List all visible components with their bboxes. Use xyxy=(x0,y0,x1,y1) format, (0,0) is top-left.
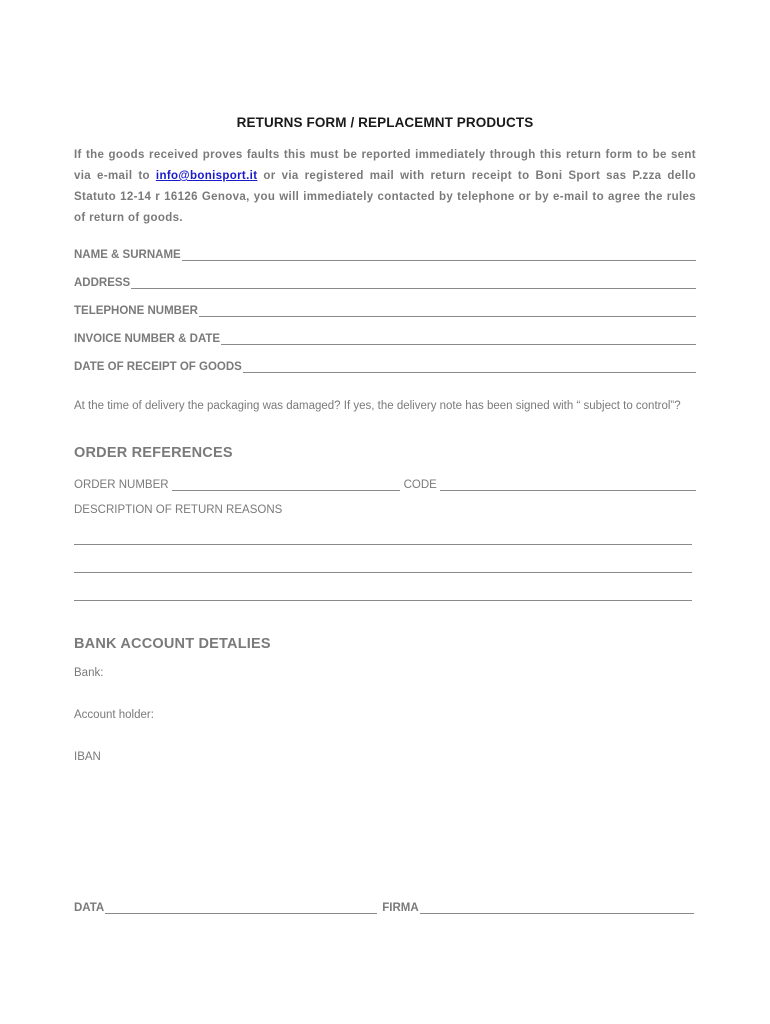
description-label: DESCRIPTION OF RETURN REASONS xyxy=(74,504,283,516)
description-line-3[interactable] xyxy=(74,600,692,601)
order-number-row xyxy=(74,475,696,491)
date-label: DATA xyxy=(74,902,105,914)
receipt-date-label: DATE OF RECEIPT OF GOODS xyxy=(74,361,242,373)
address-line[interactable] xyxy=(131,277,696,289)
telephone-label: TELEPHONE NUMBER xyxy=(74,305,198,317)
code-label: CODE xyxy=(403,479,437,491)
telephone-line[interactable] xyxy=(199,305,696,317)
packaging-note: At the time of delivery the packaging was damaged? If yes, the delivery note has been signed with “ subject to control”? xyxy=(74,400,681,412)
telephone-field[interactable] xyxy=(74,301,696,317)
code-line[interactable] xyxy=(440,479,696,491)
intro-text-before-link: If the goods received proves faults this must be reported immediately through this return form to be sent via e-mail to xyxy=(74,149,696,182)
document-title: RETURNS FORM / REPLACEMNT PRODUCTS xyxy=(236,115,534,130)
name-surname-line[interactable] xyxy=(182,249,696,261)
receipt-date-field[interactable] xyxy=(74,357,696,373)
email-link[interactable]: info@bonisport.it xyxy=(155,170,258,182)
bank-label: Bank: xyxy=(74,667,104,679)
description-line-2[interactable] xyxy=(74,572,692,573)
description-line-1[interactable] xyxy=(74,544,692,545)
invoice-field[interactable] xyxy=(74,329,696,345)
intro-paragraph xyxy=(74,145,696,229)
receipt-date-line[interactable] xyxy=(243,361,696,373)
invoice-line[interactable] xyxy=(221,333,696,345)
bank-details-heading: BANK ACCOUNT DETALIES xyxy=(74,636,271,652)
order-number-label: ORDER NUMBER xyxy=(74,479,169,491)
address-label: ADDRESS xyxy=(74,277,131,289)
intro-text-after-link: or via registered mail with return receipt to Boni Sport sas P.zza dello Statuto 12-14 r 16126 Genova, you will immediately contacted by telephone or by e-mail to agree the rules of return of goods. xyxy=(74,170,697,224)
name-surname-field[interactable] xyxy=(74,245,696,261)
order-references-heading: ORDER REFERENCES xyxy=(74,445,233,461)
returns-form-page xyxy=(74,0,696,1024)
signature-row xyxy=(74,898,694,914)
address-field[interactable] xyxy=(74,273,696,289)
iban-label: IBAN xyxy=(74,751,101,763)
name-surname-label: NAME & SURNAME xyxy=(74,249,181,261)
signature-line[interactable] xyxy=(420,902,694,914)
date-line[interactable] xyxy=(105,902,377,914)
invoice-label: INVOICE NUMBER & DATE xyxy=(74,333,221,345)
account-holder-label: Account holder: xyxy=(74,709,154,721)
signature-label: FIRMA xyxy=(382,902,419,914)
order-number-line[interactable] xyxy=(172,479,400,491)
